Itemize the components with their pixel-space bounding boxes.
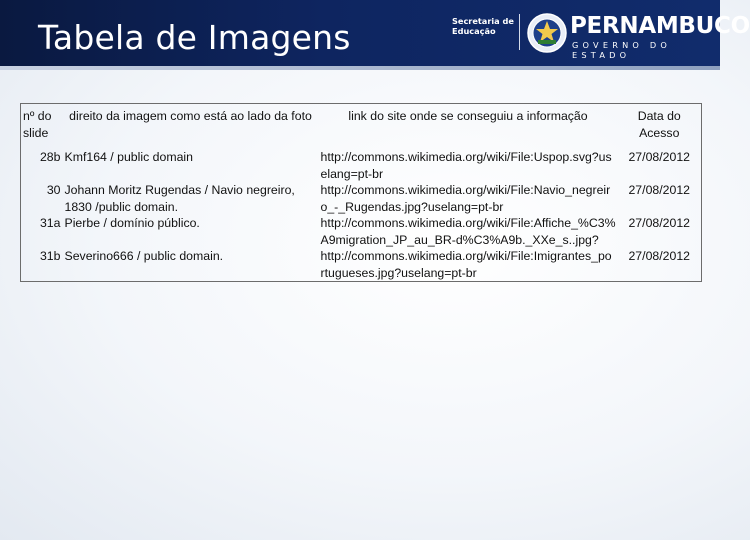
header-access-date: Data do Acesso <box>637 109 681 140</box>
state-name: PERNAMBUCO <box>570 13 750 39</box>
header-source-link: link do site onde se conseguiu a informação <box>348 109 588 123</box>
government-logo <box>452 10 750 60</box>
row-source-link[interactable]: http://commons.wikimedia.org/wiki/File:Uspop.svg?uselang=pt-br <box>320 150 612 181</box>
row-source-link[interactable]: http://commons.wikimedia.org/wiki/File:Navio_negreiro_-_Rugendas.jpg?uselang=pt-br <box>320 183 611 214</box>
state-subtitle: GOVERNO DO ESTADO <box>572 40 672 60</box>
header-slide-number: nº do slide <box>23 109 52 140</box>
row-image-rights: Severino666 / public domain. <box>64 249 224 263</box>
logo-divider <box>519 14 520 50</box>
row-image-rights: Pierbe / domínio público. <box>64 216 200 230</box>
row-access-date: 27/08/2012 <box>628 249 691 263</box>
slide-title: Tabela de Imagens <box>38 18 351 57</box>
state-seal-icon <box>526 12 568 54</box>
row-access-date: 27/08/2012 <box>628 216 691 230</box>
table-header-row <box>21 104 702 150</box>
row-source-link[interactable]: http://commons.wikimedia.org/wiki/File:Affiche_%C3%A9migration_JP_au_BR-d%C3%A9b._XXe_s..jpg? <box>320 216 616 247</box>
table-row <box>21 149 702 182</box>
row-image-rights: Kmf164 / public domain <box>64 150 194 164</box>
row-slide-number: 31a <box>39 216 61 230</box>
row-access-date: 27/08/2012 <box>628 183 691 197</box>
row-image-rights: Johann Moritz Rugendas / Navio negreiro, 1830 /public domain. <box>64 183 295 214</box>
header-image-rights: direito da imagem como está ao lado da foto <box>69 109 312 123</box>
table-row <box>21 215 702 248</box>
row-access-date: 27/08/2012 <box>628 150 691 164</box>
secretaria-label <box>452 16 518 36</box>
secretaria-line2: Educação <box>452 26 496 36</box>
row-slide-number: 31b <box>39 249 61 263</box>
row-source-link[interactable]: http://commons.wikimedia.org/wiki/File:Imigrantes_portugueses.jpg?uselang=pt-br <box>320 249 612 280</box>
title-underline <box>0 66 720 70</box>
table-row <box>21 248 702 282</box>
table-row <box>21 182 702 215</box>
image-table <box>20 103 702 282</box>
row-slide-number: 30 <box>46 183 61 197</box>
row-slide-number: 28b <box>39 150 61 164</box>
secretaria-line1: Secretaria de <box>452 16 514 26</box>
